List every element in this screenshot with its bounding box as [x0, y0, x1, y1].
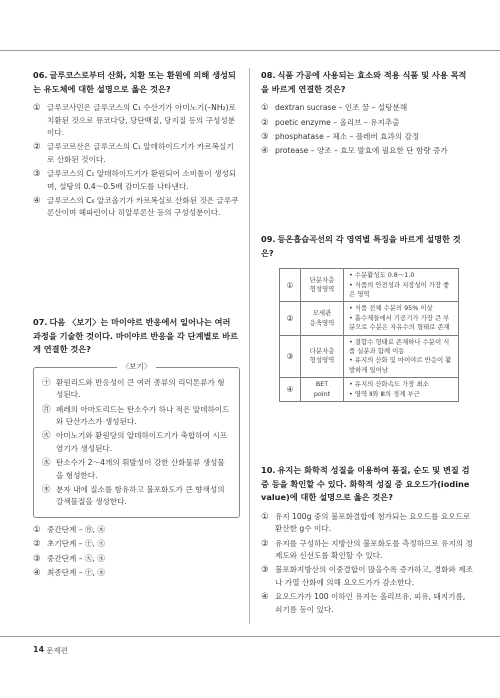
option-text: 글루코사민은 글루코스의 C₁ 수산기가 아미노기(–NH₂)로 치환된 것으로 뮤코다당, 당단백질, 당지질 등의 구성성분이다. [47, 103, 236, 137]
question-06-text: 글루코스로부터 산화, 치환 또는 환원에 의해 생성되는 유도체에 대한 설명으로 옳은 것은? [33, 70, 236, 94]
option-marker: ② [280, 302, 301, 335]
book-title: 문제편 [46, 646, 69, 655]
option-text: 중간단계 – ㊊, ㊍ [47, 524, 105, 534]
option-text: 최종단계 – ㊉, ㊍ [47, 568, 105, 578]
question-09 [261, 233, 473, 402]
question-07-text: 다음 〈보기〉는 마이야르 반응에서 일어나는 여러 과정을 기술한 것이다. 마이야르 반응을 각 단계별로 바르게 연결한 것은? [33, 317, 238, 355]
option-text: dextran sucrase – 인조 꿀 – 설탕분해 [275, 103, 408, 113]
region-description-line: • 식품 전체 수분의 95% 이상 [349, 304, 433, 313]
option-marker: ① [33, 103, 41, 114]
example-item-text: 폐레의 아마도리드는 탄소수가 하나 적은 알데하이드와 단산가스가 생성된다. [56, 404, 230, 426]
example-box-items [42, 377, 231, 509]
example-item-3 [42, 430, 231, 455]
example-box-title: 〈보기〉 [117, 361, 157, 373]
example-box [33, 361, 240, 518]
option-3 [261, 131, 473, 143]
region-description-line: • 유지의 산화 및 마이야르 반응이 활발하게 일어남 [349, 356, 452, 374]
table-row [280, 335, 459, 378]
option-marker: ④ [33, 196, 41, 207]
region-description [344, 378, 459, 402]
example-item-5 [42, 484, 231, 509]
question-09-prompt [261, 233, 473, 260]
question-07-number: 07. [33, 317, 48, 327]
example-item-text: 탄소수가 2～4개의 휘발성이 강한 산화물류 생성물을 형성한다. [56, 458, 225, 480]
option-marker: ② [261, 538, 269, 549]
table-row [280, 269, 459, 302]
question-10-text: 유지는 화학적 성질을 이용하여 품질, 순도 및 변질 검증 등을 확인할 수 있다. 화학적 성질 중 요오드가(iodine value)에 대한 설명으로 옳은 것은? [261, 465, 470, 503]
option-text: 유지 100g 중의 불포화결합에 첨가되는 요오드를 요오드로 환산한 g수 이다. [275, 511, 471, 534]
option-marker: ③ [33, 169, 41, 180]
option-marker: ④ [261, 592, 269, 603]
option-marker: ④ [280, 378, 301, 402]
option-marker: ② [33, 142, 41, 153]
question-09-number: 09. [261, 234, 276, 244]
question-06 [33, 69, 240, 222]
question-09-text: 등온흡습곡선의 각 영역별 특징을 바르게 설명한 것은? [261, 234, 461, 258]
question-09-table [279, 268, 459, 402]
question-10-prompt [261, 464, 473, 505]
example-item-text: 아미노기와 환원당의 알데하이드기가 축합하여 시프염기가 생성된다. [56, 431, 228, 453]
example-item-4 [42, 457, 231, 482]
example-item-marker: ㊊ [42, 404, 51, 415]
option-3 [33, 553, 240, 565]
option-marker: ② [33, 539, 41, 550]
region-description [344, 335, 459, 378]
header-rule [0, 50, 500, 51]
question-08-prompt [261, 69, 473, 96]
example-item-text: 환원리드와 반응성이 큰 여러 종류의 리덕톤류가 형성된다. [56, 377, 225, 400]
option-1 [33, 102, 240, 139]
example-item-marker: ㊋ [42, 431, 51, 442]
region-description-line: • 식품의 안전성과 저장성이 가장 좋은 영역 [349, 280, 450, 298]
page-number: 14 [33, 645, 45, 654]
region-name: 다분자층 형성영역 [301, 335, 344, 378]
question-07-options [33, 524, 240, 580]
option-4 [261, 145, 473, 157]
option-text: 글루코르산은 글루코스의 C₁ 알데하이드기가 카르복실기로 산화된 것이다. [47, 142, 234, 164]
region-description-line: • 유지의 산화속도 가장 최소 [349, 380, 429, 389]
region-description-line: • 결합수 형태로 존재하나 수분이 식품 실분과 함께 이동 [349, 337, 450, 356]
question-06-prompt [33, 69, 240, 96]
option-marker: ① [261, 103, 269, 114]
option-marker: ④ [261, 146, 269, 157]
option-4 [261, 591, 473, 616]
question-10-options [261, 511, 473, 616]
region-description-line: • 흡수제들에서 기공기가 가장 큰 부분으로 수분은 자유수의 형태로 존재 [349, 313, 450, 332]
option-text: 초기단계 – ㊉, ㊋ [47, 539, 105, 549]
option-1 [261, 511, 473, 536]
region-description [344, 302, 459, 335]
option-marker: ③ [261, 132, 269, 142]
option-text: poetic enzyme – 올리브 – 유지추출 [275, 117, 400, 127]
question-07-prompt [33, 316, 240, 357]
region-description-line: • 영역 Ⅱ와 Ⅲ의 경계 부근 [349, 389, 420, 398]
question-07 [33, 316, 240, 581]
option-4 [33, 195, 240, 220]
option-2 [261, 117, 473, 129]
option-text: 글루코스의 C₆ 알코올기가 카르복실로 산화된 것은 글루쿠론산이며 헤파린이나 히알루론산 등의 구성성분이다. [47, 196, 239, 218]
option-marker: ③ [33, 553, 41, 564]
question-08-options [261, 102, 473, 158]
question-08 [261, 69, 473, 160]
footer-rule [0, 636, 500, 637]
region-name: BET point [301, 378, 344, 402]
question-09-table-body [280, 269, 459, 402]
table-row [280, 302, 459, 335]
option-text: 유지를 구성하는 지방산의 불포화도를 측정하므로 유지의 정제도와 신선도를 확인할 수 있다. [275, 538, 473, 560]
question-08-text: 식품 가공에 사용되는 효소와 적용 식품 및 사용 목적을 바르게 연결한 것은? [261, 70, 467, 94]
example-item-text: 분자 내에 질소를 함유하고 불포화도가 큰 향색성의 갈색물질을 생성한다. [56, 485, 225, 507]
example-item-marker: ㊍ [42, 485, 51, 496]
option-3 [261, 564, 473, 589]
option-marker: ① [33, 524, 41, 535]
option-marker: ① [280, 269, 301, 302]
option-2 [33, 141, 240, 166]
region-name: 단분자층 형성영역 [301, 269, 344, 302]
example-item-marker: ㊌ [42, 458, 51, 469]
option-1 [33, 524, 240, 536]
option-4 [33, 567, 240, 579]
example-item-1 [42, 377, 231, 402]
option-text: 요오드가가 100 이하인 유지는 올리브유, 피유, 돼지기름, 쇠기름 등이 있다. [275, 592, 466, 614]
question-10-number: 10. [261, 465, 276, 475]
option-text: phosphatase – 체소 – 플레버 효과의 감정 [275, 132, 420, 141]
option-marker: ③ [280, 335, 301, 378]
region-name: 모세관 응축영역 [301, 302, 344, 335]
question-06-number: 06. [33, 70, 48, 80]
option-3 [33, 168, 240, 193]
option-text: 중간단계 – ㊋, ㊌ [47, 553, 105, 563]
option-marker: ③ [261, 565, 269, 576]
region-description [344, 269, 459, 302]
example-item-2 [42, 404, 231, 429]
option-2 [33, 538, 240, 550]
table-row [280, 378, 459, 402]
question-08-number: 08. [261, 70, 276, 80]
option-2 [261, 538, 473, 563]
option-marker: ② [261, 117, 269, 128]
option-1 [261, 102, 473, 114]
question-06-options [33, 102, 240, 220]
option-marker: ① [261, 511, 269, 522]
column-divider [249, 68, 250, 624]
example-item-marker: ㊉ [42, 377, 51, 388]
option-marker: ④ [33, 568, 41, 579]
option-text: 글루코스의 C₁ 알데하이드기가 환원되어 소비톨이 생성되며, 설탕의 0.4～0.5배 감미도를 나타낸다. [47, 169, 237, 191]
option-text: protease – 양조 – 효모 발효에 필요한 단 함량 증가 [275, 146, 448, 156]
option-text: 불포화지방산의 이중결합이 많을수록 증가하고, 경화와 제조나 가열 산화에 의해 요오드가가 감소한다. [275, 565, 473, 587]
region-description-line: • 수분활성도 0.8～1.0 [349, 271, 415, 280]
question-10 [261, 464, 473, 618]
